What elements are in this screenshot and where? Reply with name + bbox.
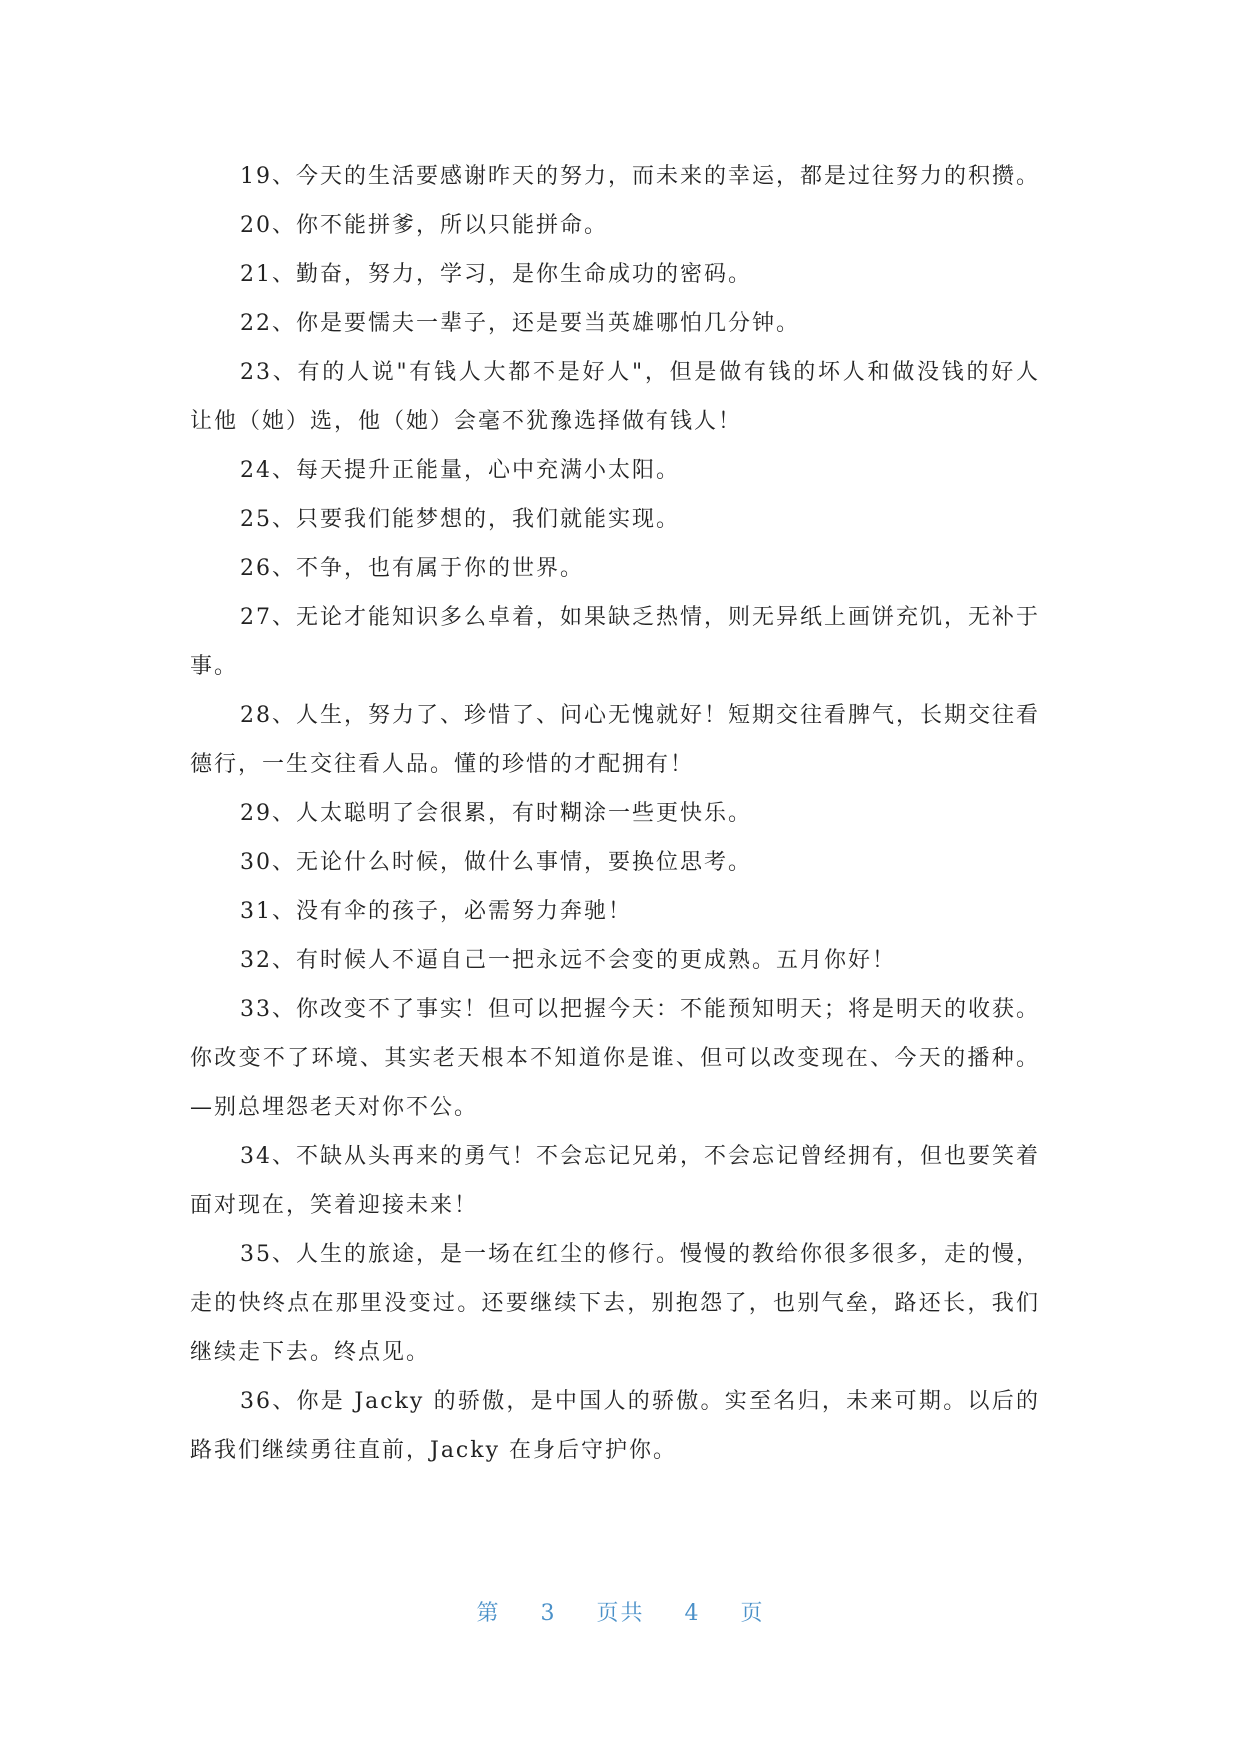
footer-suffix: 页 — [740, 1601, 765, 1626]
paragraph-29: 29、人太聪明了会很累，有时糊涂一些更快乐。 — [240, 801, 752, 826]
footer-prefix: 第 — [476, 1601, 501, 1626]
total-pages-number: 4 — [684, 1601, 701, 1626]
paragraph-32: 32、有时候人不逼自己一把永远不会变的更成熟。五月你好！ — [240, 948, 896, 973]
paragraph-25: 25、只要我们能梦想的，我们就能实现。 — [240, 507, 680, 532]
current-page-number: 3 — [540, 1601, 557, 1626]
paragraph-23: 23、有的人说"有钱人大都不是好人"，但是做有钱的坏人和做没钱的好人让他（她）选，他（她）会毫不犹豫选择做有钱人！ — [190, 360, 1040, 434]
footer-middle: 页共 — [596, 1601, 645, 1626]
page-footer — [0, 1596, 1241, 1627]
paragraph-19: 19、今天的生活要感谢昨天的努力，而未来的幸运，都是过往努力的积攒。 — [240, 164, 1040, 189]
document-body — [190, 152, 1040, 1475]
paragraph-26: 26、不争，也有属于你的世界。 — [240, 556, 584, 581]
paragraph-27: 27、无论才能知识多么卓着，如果缺乏热情，则无异纸上画饼充饥，无补于事。 — [190, 605, 1040, 679]
paragraph-30: 30、无论什么时候，做什么事情，要换位思考。 — [240, 850, 752, 875]
paragraph-24: 24、每天提升正能量，心中充满小太阳。 — [240, 458, 680, 483]
paragraph-36: 36、你是 Jacky 的骄傲，是中国人的骄傲。实至名归，未来可期。以后的路我们继续勇往直前，Jacky 在身后守护你。 — [190, 1389, 1040, 1463]
paragraph-34: 34、不缺从头再来的勇气！不会忘记兄弟，不会忘记曾经拥有，但也要笑着面对现在，笑着迎接未来！ — [190, 1144, 1040, 1218]
paragraph-20: 20、你不能拼爹，所以只能拼命。 — [240, 213, 608, 238]
paragraph-35: 35、人生的旅途，是一场在红尘的修行。慢慢的教给你很多很多，走的慢，走的快终点在那里没变过。还要继续下去，别抱怨了，也别气垒，路还长，我们继续走下去。终点见。 — [190, 1242, 1040, 1365]
paragraph-28: 28、人生，努力了、珍惜了、问心无愧就好！短期交往看脾气，长期交往看德行，一生交往看人品。懂的珍惜的才配拥有！ — [190, 703, 1040, 777]
paragraph-21: 21、勤奋，努力，学习，是你生命成功的密码。 — [240, 262, 752, 287]
paragraph-33: 33、你改变不了事实！但可以把握今天：不能预知明天；将是明天的收获。你改变不了环境、其实老天根本不知道你是谁、但可以改变现在、今天的播种。—别总埋怨老天对你不公。 — [190, 997, 1040, 1120]
paragraph-31: 31、没有伞的孩子，必需努力奔驰！ — [240, 899, 632, 924]
paragraph-22: 22、你是要懦夫一辈子，还是要当英雄哪怕几分钟。 — [240, 311, 800, 336]
